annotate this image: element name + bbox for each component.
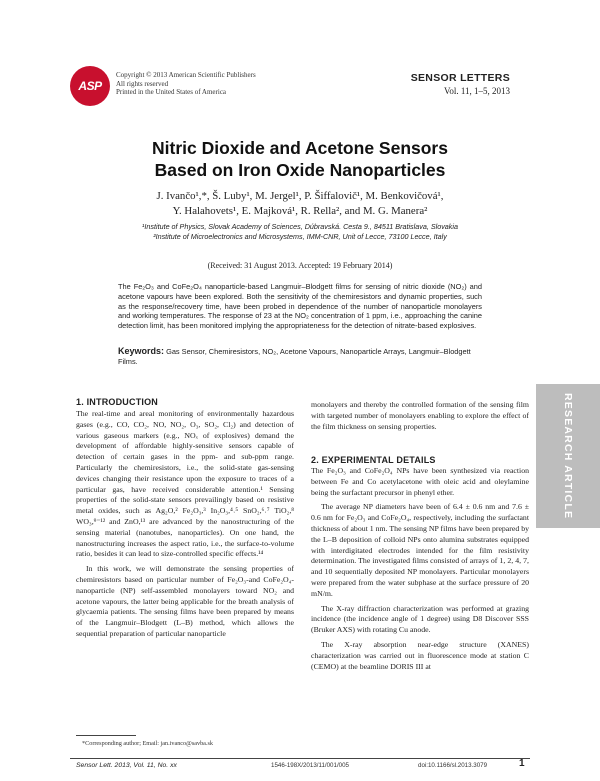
side-tab-label: RESEARCH ARTICLE xyxy=(562,392,574,520)
footnote-rule xyxy=(76,735,136,736)
paragraph: The average NP diameters have been of 6.4 ± 0.6 nm and 7.6 ± 0.6 nm for Fe₂O₃ and CoFe₂O₄, respectively, including the surfactant thickness of about 1 nm. The sensing NP films have been prepared by the L–B deposition of colloid NPs onto alumina substrates equipped with interdigitated electrodes intended for the film resistivity determination. The investigated films consisted of arrays of 1, 2, 4, 7, and 10 sequentially deposited NP monolayers. Particular monolayers were prepared from the water subphase at the surface pressure of 20 mN/m. xyxy=(311,502,529,598)
column-right-top xyxy=(311,400,529,436)
paragraph: The Fe₂O₃ and CoFe₂O₄ NPs have been synthesized via reaction between Fe and Co acetylacetone with oleic acid and oleylamine being the surfactant precursor in phenyl ether. xyxy=(311,466,529,497)
abstract: The Fe₂O₃ and CoFe₂O₄ nanoparticle-based Langmuir–Blodgett films for sensing of nitric dioxide (NO₂) and acetone vapours have been explored. Both the sensitivity of the chemiresistors and dynamic properties, such as the response/recovery time, have been probed in dependence of the number of nanoparticle monolayers and working temperatures. The response of 23 at the NO₂ concentration of 1 ppm, i.e., approaching the canine detection limit, has been monitored implying the appropriateness for the detection of nitrate-based explosives. xyxy=(118,282,482,331)
paragraph: In this work, we will demonstrate the sensing properties of chemiresistors based on particular number of Fe₂O₃-and CoFe₂O₄-nanoparticle (NP) self-assembled monolayers toward NO₂ and acetone vapours, the latter being applicable for the breath analysis of glycaemia patients. The sensing films have been prepared by means of the Langmuir–Blodgett (L–B) method, which allows the sequential preparation of particular nanoparticle xyxy=(76,564,294,638)
corresponding-author-footnote: *Corresponding author; Email: jan.ivanco@savba.sk xyxy=(82,740,213,747)
page-number: 1 xyxy=(519,758,525,769)
footer-issn: 1546-198X/2013/11/001/005 xyxy=(271,762,349,769)
copyright-notice: Copyright © 2013 American Scientific Publishers All rights reserved Printed in the United States of America xyxy=(116,71,256,97)
journal-name: SENSOR LETTERS xyxy=(410,72,510,84)
footer-citation: Sensor Lett. 2013, Vol. 11, No. xx xyxy=(76,762,177,769)
section-heading-experimental: 2. EXPERIMENTAL DETAILS xyxy=(311,455,436,465)
footer-rule xyxy=(70,758,530,759)
keywords-text: Gas Sensor, Chemiresistors, NO₂, Acetone Vapours, Nanoparticle Arrays, Langmuir–Blodgett Films. xyxy=(118,347,471,366)
section-heading-introduction: 1. INTRODUCTION xyxy=(76,397,159,407)
paragraph: The X-ray absorption near-edge structure (XANES) characterization was carried out in fluorescence mode at station C (CEMO) at the beamline DORIS III at xyxy=(311,639,529,671)
received-dates: (Received: 31 August 2013. Accepted: 19 February 2014) xyxy=(207,261,393,270)
keywords-label: Keywords: xyxy=(118,346,165,356)
column-left xyxy=(76,409,294,644)
affiliations: ¹Institute of Physics, Slovak Academy of Sciences, Dúbravská. Cesta 9., 84511 Bratislava, Slovakia ²Institute of Microelectronics and Microsystems, IMM-CNR, Unit of Lecce, 73100 Lecce, Italy xyxy=(142,222,458,241)
column-right xyxy=(311,466,529,676)
keywords xyxy=(118,346,482,367)
publisher-logo: ASP xyxy=(70,66,110,106)
side-tab xyxy=(536,384,600,528)
author-list: J. Ivančo¹,*, Š. Luby¹, M. Jergel¹, P. Šiffalovič¹, M. Benkovičová¹, Y. Halahovets¹, E. Majková¹, R. Rella², and M. G. Manera² xyxy=(156,190,444,217)
journal-header xyxy=(411,72,510,96)
paragraph: The real-time and areal monitoring of environmentally hazardous gases (e.g., CO, CO₂, NO, NO₂, O₃, SO₂, Cl₂) and detection of various gaseous markers (e.g., NOₓ of explosives) demand the development of affordable highly-sensitive sensors capable of detection of certain gases in the ppm- and sub-ppm range. Particularly the chemiresistors, i.e., the solid-state gas-sensing devices changing their resistance upon the exposure to traces of a particular gas, have received considerable attention.¹ Sensing properties of the solid-state sensors prevailingly based on resistive metal oxides, such as Ag₂O,² Fe₂O₃,³ In₂O₃,⁴˒⁵ SnO₂,⁶˒⁷ TiO₂,⁸ WO₃,⁹⁻¹² and ZnO,¹³ are advanced by the nanostructuring of the sensing material (nanotubes, nanoparticles). On one hand, the nanostructuring increases the aspect ratio, i.e., the surface-to-volume ratio, besides it can lead to size-controlled specific effects.¹⁴ xyxy=(76,409,294,559)
paragraph: The X-ray diffraction characterization was performed at grazing incidence (the incidence angle of 1 degree) using D8 Discover SSS (Bruker AXS) with rotating Cu anode. xyxy=(311,603,529,635)
paragraph: monolayers and thereby the controlled formation of the sensing film with targeted number of monolayers enabling to explore the effect of the film thickness on sensing properties. xyxy=(311,400,529,431)
article-title: Nitric Dioxide and Acetone Sensors Based on Iron Oxide Nanoparticles xyxy=(152,138,448,180)
journal-volume: Vol. 11, 1–5, 2013 xyxy=(443,86,510,96)
footer-doi: doi:10.1166/sl.2013.3079 xyxy=(418,762,488,769)
